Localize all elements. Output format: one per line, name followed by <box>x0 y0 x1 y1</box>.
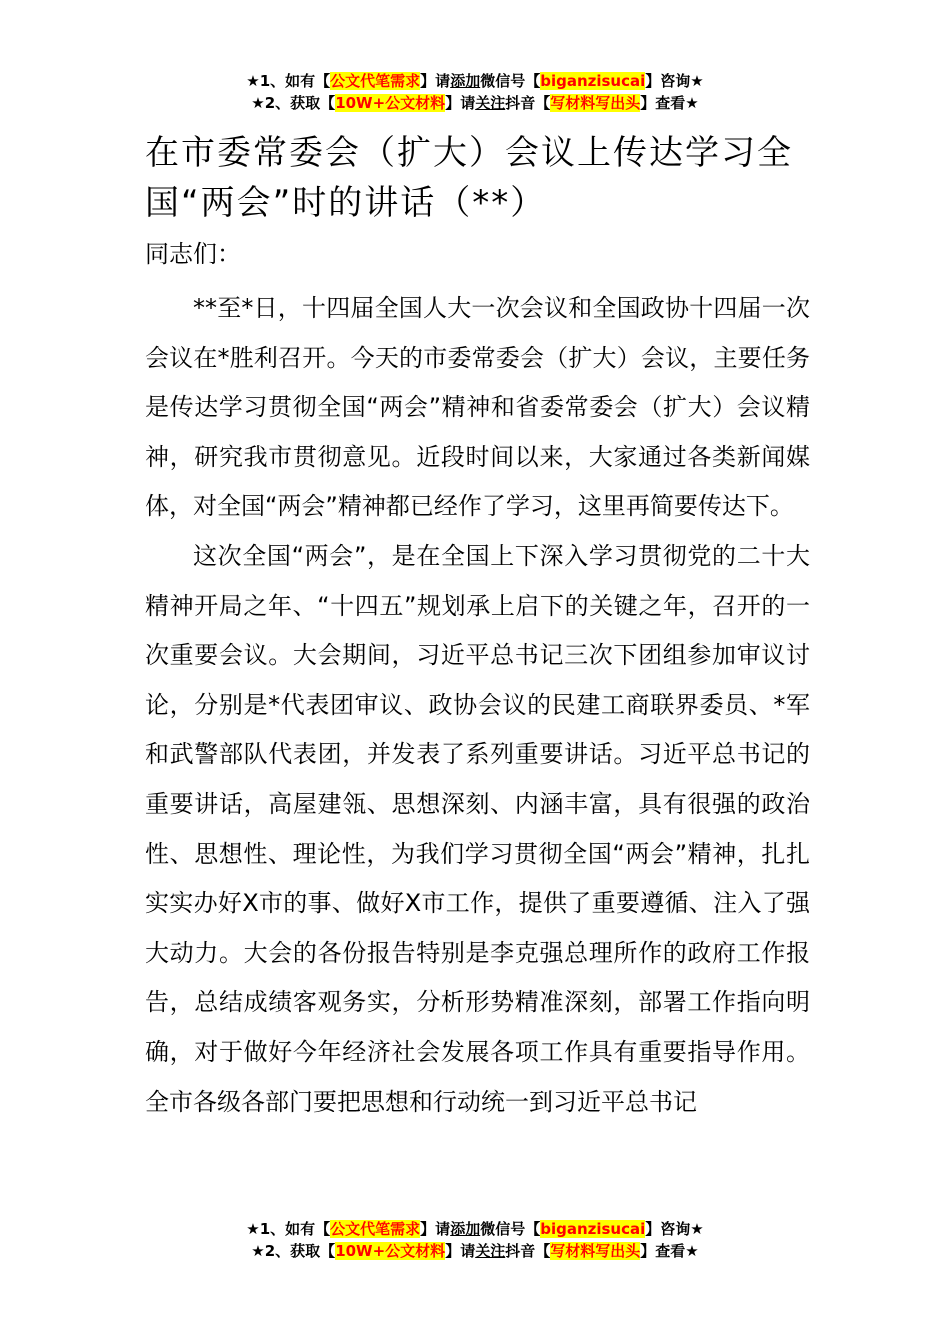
highlight-materials: 10W+公文材料 <box>335 94 446 112</box>
highlight-douyin-account: 写材料写出头 <box>550 94 641 112</box>
star-icon: ★ <box>246 1220 260 1238</box>
document-title: 在市委常委会（扩大）会议上传达学习全国“两会”时的讲话（**） <box>145 133 793 223</box>
highlight-materials: 10W+公文材料 <box>335 1242 446 1260</box>
promo-line-1: ★1、如有【公文代笔需求】请添加微信号【biganzisucai】咨询★ <box>246 72 704 90</box>
promo-banner-bottom <box>0 1218 950 1262</box>
document-body <box>145 128 810 1127</box>
highlight-wechat-id: biganzisucai <box>540 72 646 90</box>
star-icon: ★ <box>251 94 265 112</box>
greeting: 同志们： <box>145 240 241 268</box>
highlight-writing-service: 公文代笔需求 <box>330 72 421 90</box>
star-icon: ★ <box>251 1242 265 1260</box>
paragraph: **至*日，十四届全国人大一次会议和全国政协十四届一次会议在*胜利召开。今天的市委常委会（扩大）会议，主要任务是传达学习贯彻全国“两会”精神和省委常委会（扩大）会议精神，研究我市贯彻意见。近段时间以来，大家通过各类新闻媒体，对全国“两会”精神都已经作了学习，这里再简要传达下。 <box>145 294 810 521</box>
star-icon: ★ <box>246 72 260 90</box>
paragraph: 这次全国“两会”，是在全国上下深入学习贯彻党的二十大精神开局之年、“十四五”规划承上启下的关键之年，召开的一次重要会议。大会期间，习近平总书记三次下团组参加审议讨论，分别是*代表团审议、政协会议的民建工商联界委员、*军和武警部队代表团，并发表了系列重要讲话。习近平总书记的重要讲话，高屋建瓴、思想深刻、内涵丰富，具有很强的政治性、思想性、理论性，为我们学习贯彻全国“两会”精神，扎扎实实办好X市的事、做好X市工作，提供了重要遵循、注入了强大动力。大会的各份报告特别是李克强总理所作的政府工作报告，总结成绩客观务实，分析形势精准深刻，部署工作指向明确，对于做好今年经济社会发展各项工作具有重要指导作用。全市各级各部门要把思想和行动统一到习近平总书记 <box>145 541 810 1116</box>
promo-line-2: ★2、获取【10W+公文材料】请关注抖音【写材料写出头】查看★ <box>251 1242 699 1260</box>
promo-line-1: ★1、如有【公文代笔需求】请添加微信号【biganzisucai】咨询★ <box>246 1220 704 1238</box>
promo-banner-top <box>0 70 950 114</box>
highlight-douyin-account: 写材料写出头 <box>550 1242 641 1260</box>
highlight-writing-service: 公文代笔需求 <box>330 1220 421 1238</box>
highlight-wechat-id: biganzisucai <box>540 1220 646 1238</box>
promo-line-2: ★2、获取【10W+公文材料】请关注抖音【写材料写出头】查看★ <box>251 94 699 112</box>
